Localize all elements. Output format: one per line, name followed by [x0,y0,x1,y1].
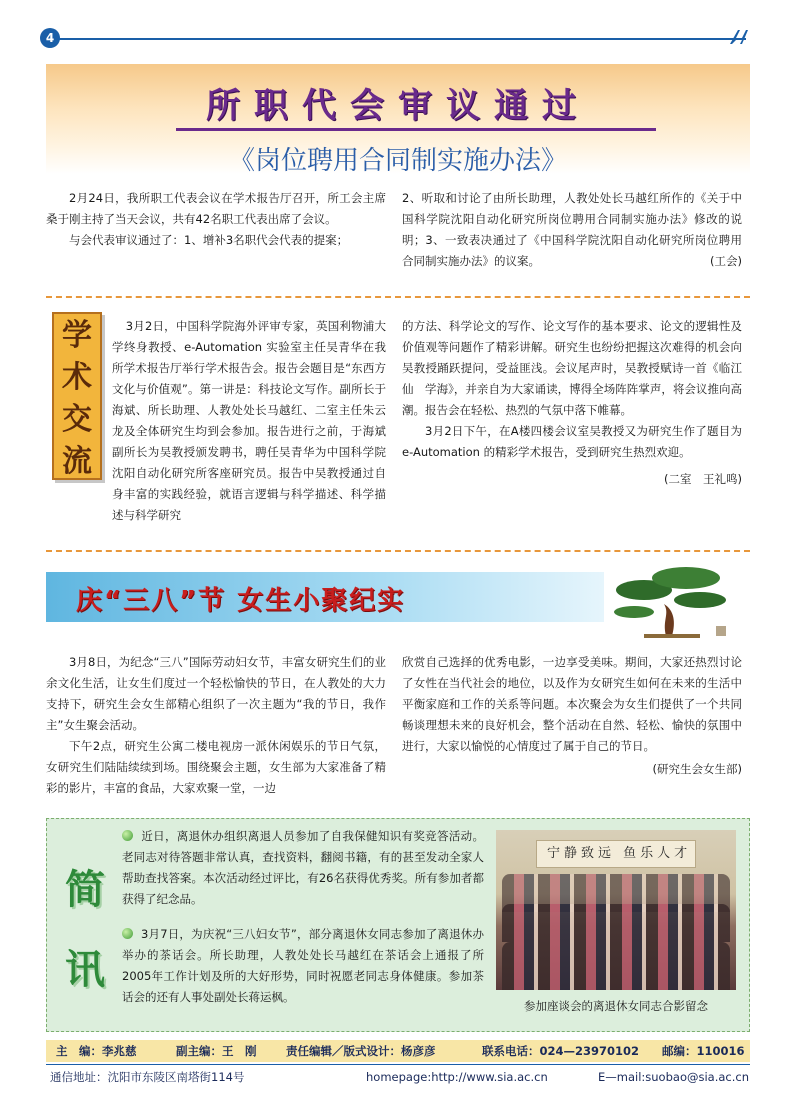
phone: 联系电话：024—23970102 [482,1044,640,1058]
article1-subtitle: 《岗位聘用合同制实施办法》 [228,146,567,176]
bullet-icon [122,928,133,939]
email-link[interactable]: E—mail:suobao@sia.ac.cn [598,1070,750,1084]
byline: (二室 王礼鸣) [664,472,742,486]
title-underline [176,128,656,131]
masthead-bar [46,1040,750,1062]
paragraph: 的方法、科学论文的写作、论文写作的基本要求、论文的逻辑性及价值观等问题作了精彩讲解。研究生也纷纷把握这次难得的机会向吴教授踊跃提问，受益匪浅。会议尾声时，吴教授赋诗一首《临江仙 学海》，并亲自为大家诵读，博得全场阵阵掌声，将会议推向高潮。报告会在轻松、热烈的气氛中落下帷幕。 [402,319,742,417]
bullet-icon [122,830,133,841]
header-rule [46,38,746,40]
byline: (工会) [710,254,742,268]
paragraph: 2月24日，我所职工代表会议在学术报告厅召开，所工会主席桑于刚主持了当天会议，共有42名职工代表出席了会议。 [46,191,386,226]
deputy-editor: 副主编：王 刚 [176,1044,257,1058]
section-tag-academic: 学 术 交 流 [52,312,102,480]
page-number: 4 [40,28,60,48]
designer: 责任编辑／版式设计：杨彦彦 [286,1044,436,1058]
photo-caption: 参加座谈会的离退休女同志合影留念 [524,999,708,1013]
article1-title: 所职代会审议通过 [206,86,590,126]
article3-left-column [46,652,386,799]
section-tag-briefs: 简 讯 [65,866,105,993]
paragraph: 2、听取和讨论了由所长助理，人教处处长马越红所作的《关于中国科学院沈阳自动化研究所岗位聘用合同制实施办法》修改的说明；3、一致表决通过了《中国科学院沈阳自动化研究所岗位聘用合同制实施办法》的议案。 [402,191,742,268]
paragraph: 3月8日，为纪念“三八”国际劳动妇女节，丰富女研究生们的业余文化生活，让女生们度过一个轻松愉快的节日，在人教处的大力支持下，研究生会女生部精心组织了一次主题为“我的节日，我作主”女生聚会活动。 [46,655,386,732]
paragraph: 3月2日下午，在A楼四楼会议室吴教授又为研究生作了题目为 e-Automation 的精彩学术报告，受到研究生热烈欢迎。 [402,424,742,459]
address: 通信地址：沈阳市东陵区南塔街114号 [50,1070,245,1084]
paragraph: 3月2日，中国科学院海外评审专家，英国利物浦大学终身教授、e-Automation 实验室主任吴青华在我所学术报告厅举行学术报告会。报告会题目是“东西方文化与价值观”。第一讲是：科技论文写作。副所长于海斌、所长助理、人教处处长马越红、二室主任朱云龙及全体研究生均到会参加。报告进行之前，于海斌副所长为吴教授颁发聘书，聘任吴青华为中国科学院沈阳自动化研究所客座研究员。报告中吴教授通过自身丰富的实践经验，就语言逻辑与科学描述、科学描述与科学研究 [112,319,386,522]
calligraphy-scroll: 宁静致远 鱼乐人才 [536,840,696,868]
article3-right-column [402,652,742,780]
paragraph: 与会代表审议通过了：1、增补3名职代会代表的提案； [69,233,349,247]
publication-logo-icon [726,26,750,48]
brief-item: 3月7日，为庆祝“三八妇女节”，部分离退休女同志参加了离退休办举办的茶话会。所长助理，人教处处长马越红在茶话会上通报了所2005年工作计划及所的大好形势，同时祝愿老同志身体健康。参加茶话会的还有人事处副处长蒋运枫。 [122,927,484,1004]
editor: 主 编：李兆慈 [56,1044,137,1058]
headline-banner [46,64,750,174]
group-photo [496,830,736,990]
briefs-text [122,826,484,1008]
brief-item: 近日，离退休办组织离退人员参加了自我保健知识有奖竞答活动。老同志对待答题非常认真，查找资料，翻阅书籍，有的甚至发动全家人帮助查找答案。本次活动经过评比，有26名获得优秀奖。所有参加者都获得了纪念品。 [122,829,484,906]
article1-left-column [46,188,386,251]
section-divider [46,296,750,298]
homepage-link[interactable]: homepage:http://www.sia.ac.cn [366,1070,548,1084]
byline: (研究生会女生部) [652,762,742,776]
contact-bar [46,1066,750,1088]
section-divider [46,550,750,552]
article3-title: 庆“三八”节 女生小聚纪实 [76,586,406,616]
article1-right-column [402,188,742,272]
article2-right-column [402,316,742,490]
paragraph: 欣赏自己选择的优秀电影，一边享受美味。期间，大家还热烈讨论了女性在当代社会的地位，以及作为女研究生如何在未来的生活中平衡家庭和工作的关系等问题。本次聚会为女生们提供了一个共同畅谈理想未来的良好机会，整个活动在自然、轻松、愉快的氛围中进行，大家以愉悦的心情度过了属于自己的节日。 [402,655,742,753]
zip-code: 邮编：110016 [662,1044,745,1058]
bonsai-tree-icon [604,560,734,640]
footer-rule [46,1064,750,1065]
paragraph: 下午2点，研究生公寓二楼电视房一派休闲娱乐的节日气氛，女研究生们陆陆续续到场。围绕聚会主题，女生部为大家准备了精彩的影片，丰富的食品，大家欢聚一堂，一边 [46,739,386,795]
womens-day-banner [46,572,604,622]
article2-left-column [46,316,386,526]
